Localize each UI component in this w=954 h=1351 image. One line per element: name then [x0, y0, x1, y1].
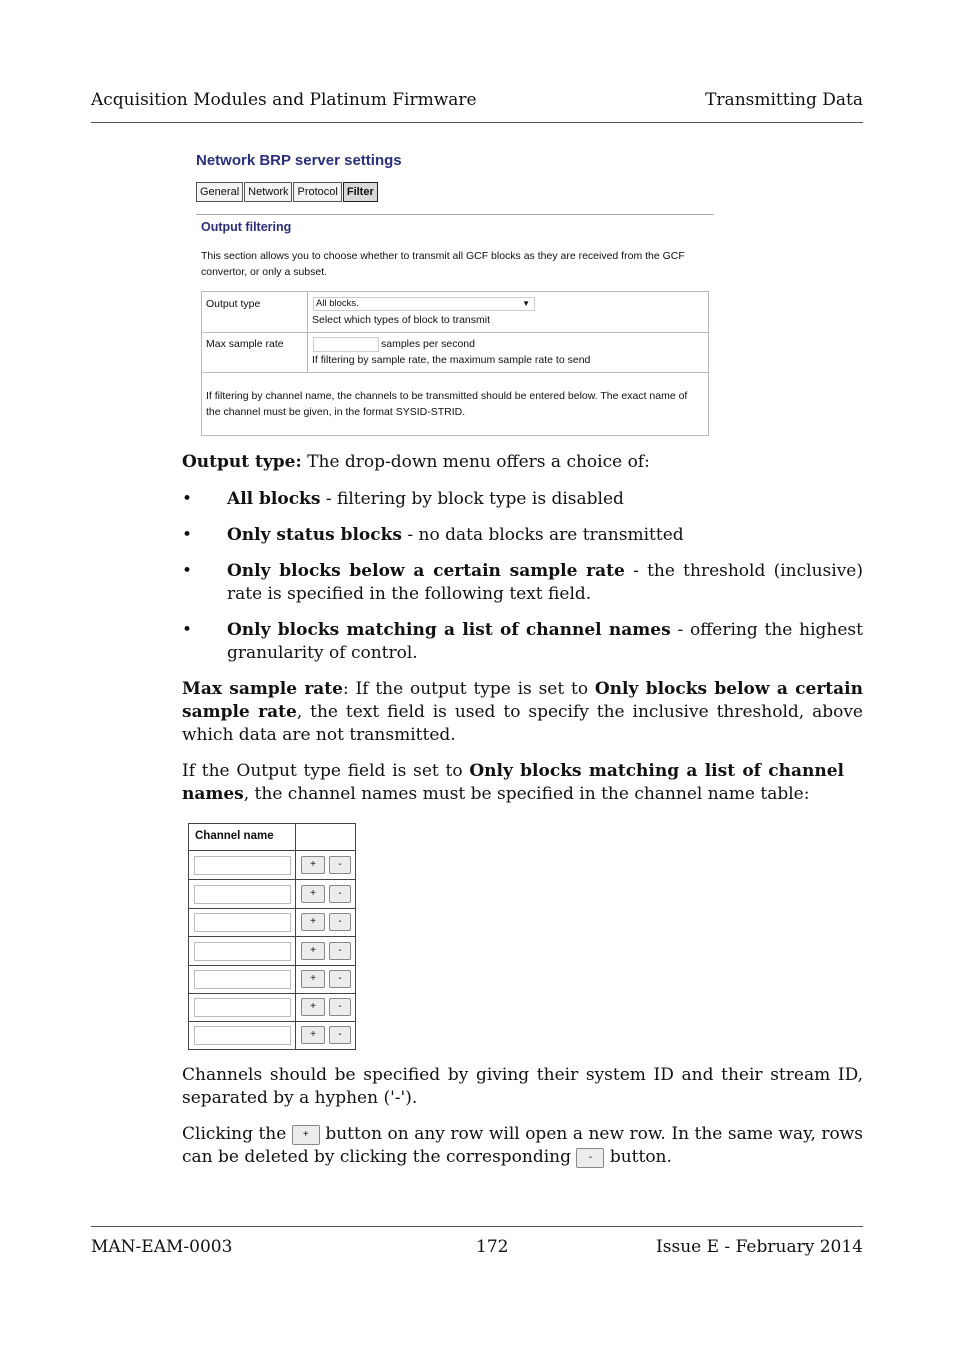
click-paragraph: Clicking the + button on any row will open a new row. In the same way, rows can be deleted by clicking the corresponding - button. [182, 1124, 863, 1167]
tab-network[interactable]: Network [244, 182, 292, 202]
table-row [189, 880, 355, 909]
bullet: • [182, 561, 193, 581]
remove-row-button[interactable]: - [329, 970, 351, 988]
output-type-heading: Output type: [182, 452, 302, 472]
channel-name-input[interactable] [194, 970, 291, 989]
inline-remove-button: - [576, 1148, 604, 1168]
column-divider [307, 292, 308, 372]
add-row-button[interactable]: + [301, 885, 325, 903]
max-rate-label: Max sample rate [206, 338, 284, 350]
channel-name-table [188, 823, 356, 1050]
section-intro: This section allows you to choose whether to transmit all GCF blocks as they are received from the GCF convertor, or only a subset. [201, 250, 685, 278]
inline-add-button: + [292, 1125, 320, 1145]
channel-name-input[interactable] [194, 998, 291, 1017]
section-title: Output filtering [201, 220, 292, 234]
max-rate-input[interactable] [313, 337, 379, 352]
channels-spec-paragraph: Channels should be specified by giving their system ID and their stream ID, separated by a hyphen ('-'). [182, 1065, 863, 1108]
max-rate-help: If filtering by sample rate, the maximum sample rate to send [312, 354, 591, 366]
remove-row-button[interactable]: - [329, 1026, 351, 1044]
header-rule [91, 122, 863, 123]
bullet: • [182, 620, 193, 640]
channel-name-input[interactable] [194, 1026, 291, 1045]
footer-rule [91, 1226, 863, 1227]
table-row [189, 851, 355, 880]
output-type-label: Output type [206, 298, 261, 310]
tab-general[interactable]: General [196, 182, 243, 202]
remove-row-button[interactable]: - [329, 998, 351, 1016]
filter-settings-table [201, 291, 709, 436]
chevron-down-icon: ▼ [522, 299, 530, 308]
output-type-paragraph: Output type: The drop-down menu offers a choice of: [182, 452, 650, 472]
output-type-help: Select which types of block to transmit [312, 314, 490, 326]
channel-name-header: Channel name [195, 830, 274, 842]
max-rate-unit: samples per second [381, 338, 475, 350]
tab-protocol[interactable]: Protocol [293, 182, 341, 202]
page-number: 172 [476, 1237, 509, 1257]
output-type-select[interactable] [313, 297, 535, 311]
output-type-row [202, 292, 708, 333]
bullet: • [182, 525, 193, 545]
add-row-button[interactable]: + [301, 913, 325, 931]
table-row [189, 965, 355, 994]
add-row-button[interactable]: + [301, 970, 325, 988]
issue-date: Issue E - February 2014 [656, 1237, 863, 1257]
tab-bar [196, 182, 379, 202]
remove-row-button[interactable]: - [329, 856, 351, 874]
add-row-button[interactable]: + [301, 998, 325, 1016]
panel-title: Network BRP server settings [196, 152, 402, 169]
header-section: Transmitting Data [705, 90, 863, 110]
document-id: MAN-EAM-0003 [91, 1237, 233, 1257]
channel-name-input[interactable] [194, 856, 291, 875]
add-row-button[interactable]: + [301, 1026, 325, 1044]
page-footer [91, 1237, 863, 1261]
table-row [189, 937, 355, 966]
table-header [189, 824, 355, 851]
remove-row-button[interactable]: - [329, 942, 351, 960]
tab-filter[interactable]: Filter [343, 182, 378, 202]
table-row [189, 1021, 355, 1049]
settings-panel [194, 144, 734, 440]
table-row [189, 993, 355, 1022]
output-type-value: All blocks. [316, 298, 359, 309]
remove-row-button[interactable]: - [329, 885, 351, 903]
channel-filter-note: If filtering by channel name, the channels to be transmitted should be entered below. The exact name of the channel must be given, in the format SYSID-STRID. [206, 390, 688, 418]
channel-name-input[interactable] [194, 913, 291, 932]
channel-name-input[interactable] [194, 885, 291, 904]
add-row-button[interactable]: + [301, 856, 325, 874]
channel-paragraph: If the Output type field is set to Only blocks matching a list of channel names, the channel names must be specified in the channel name table: [182, 761, 844, 804]
channel-name-input[interactable] [194, 942, 291, 961]
add-row-button[interactable]: + [301, 942, 325, 960]
panel-divider [196, 214, 714, 215]
table-row [189, 908, 355, 937]
max-rate-row [202, 332, 708, 373]
remove-row-button[interactable]: - [329, 913, 351, 931]
header-title: Acquisition Modules and Platinum Firmware [91, 90, 477, 110]
bullet: • [182, 489, 193, 509]
max-rate-paragraph: Max sample rate: If the output type is set to Only blocks below a certain sample rate, the text field is used to specify the inclusive threshold, above which data are not transmitted. [182, 679, 863, 745]
page-header [91, 90, 863, 114]
